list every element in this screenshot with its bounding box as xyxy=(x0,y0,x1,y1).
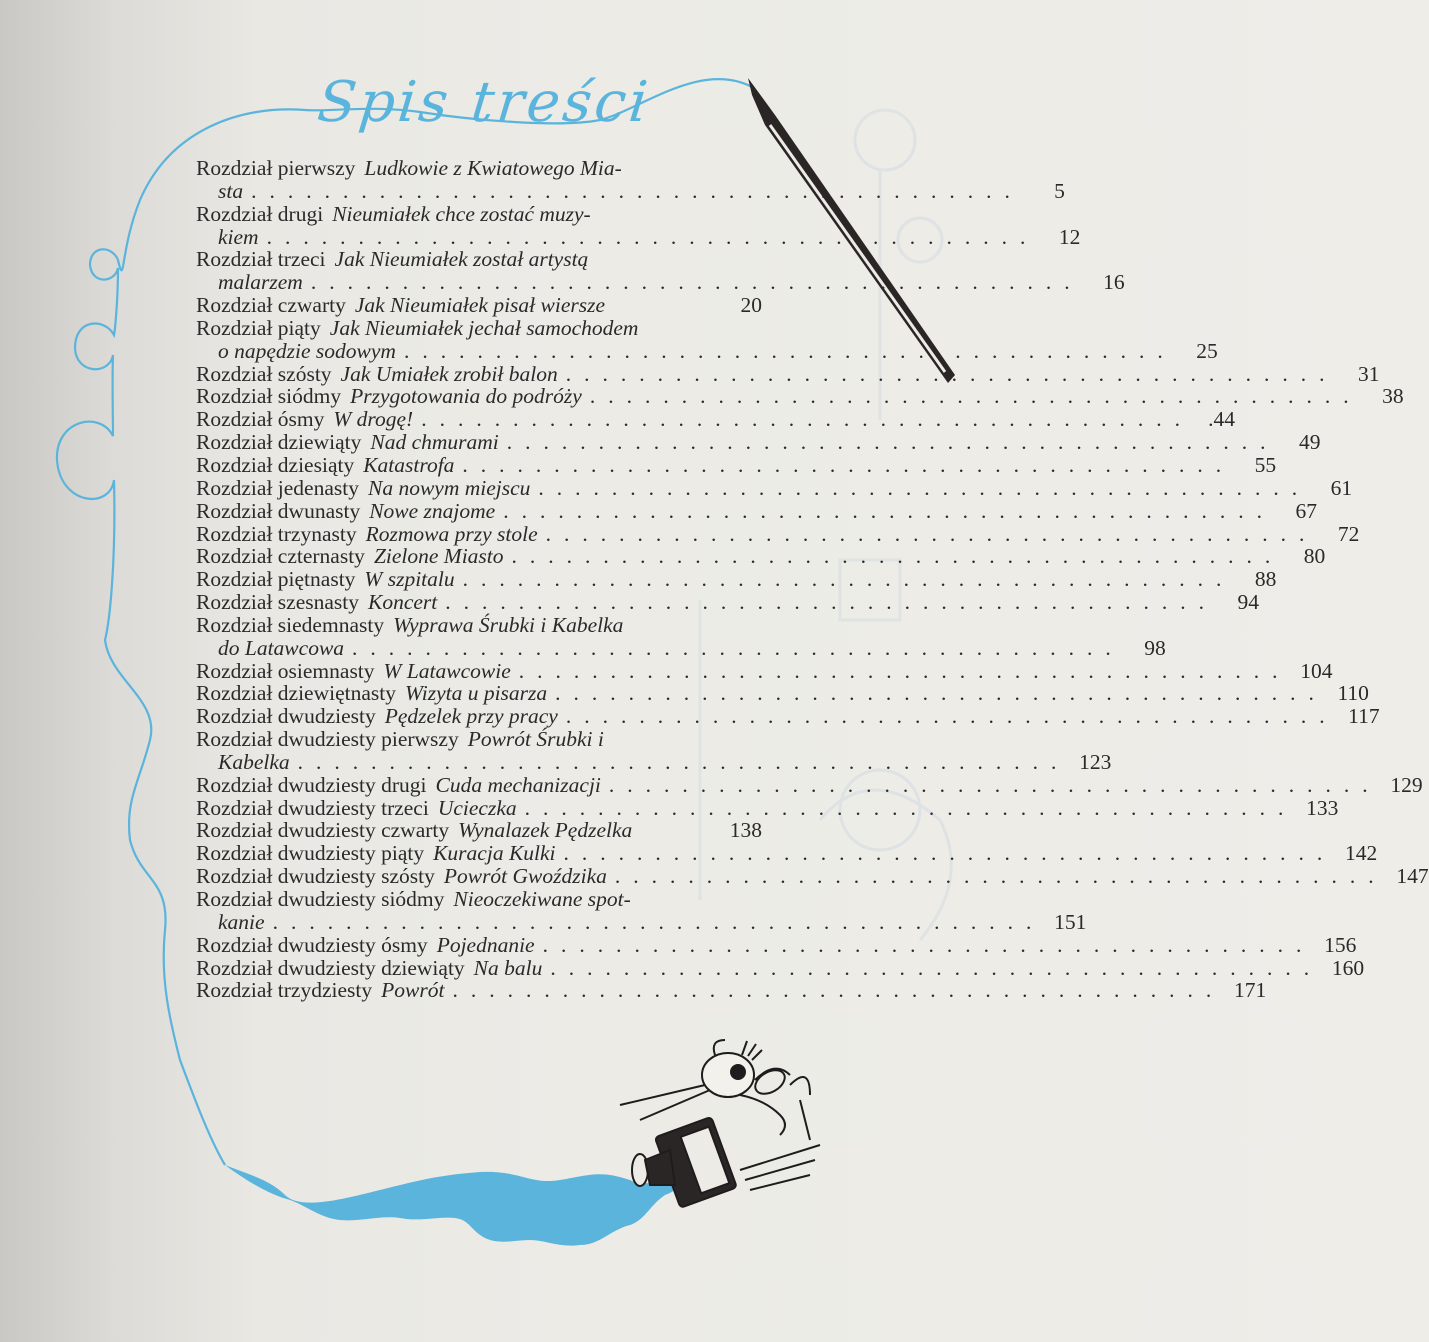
page-number: 25 xyxy=(1196,338,1218,363)
page-number: 147 xyxy=(1396,864,1429,889)
chapter-title: o napędzie sodowym xyxy=(218,338,396,363)
toc-entry-text xyxy=(196,934,1314,957)
dot-leader: .......................................... xyxy=(452,978,1225,1003)
chapter-title: Kabelka xyxy=(218,749,290,774)
toc-entry xyxy=(196,294,762,317)
toc-entry-continuation xyxy=(196,270,1125,295)
toc-entry-text xyxy=(196,340,1176,363)
chapter-label: Rozdział piętnasty xyxy=(196,567,356,592)
chapter-title: malarzem xyxy=(218,270,303,295)
chapter-label: Rozdział trzeci xyxy=(196,247,326,272)
dot-leader: .......................................... xyxy=(462,452,1235,477)
page-number: 160 xyxy=(1331,955,1365,980)
chapter-title: Ucieczka xyxy=(437,795,517,820)
dot-leader: .......................................... xyxy=(503,498,1275,523)
chapter-title: Na nowym miejscu xyxy=(367,475,531,500)
chapter-label: Rozdział siedemnasty xyxy=(196,612,385,637)
chapter-label: Rozdział trzydziesty xyxy=(196,978,373,1003)
chapter-title: Nad chmurami xyxy=(370,430,499,455)
chapter-label: Rozdział piąty xyxy=(196,315,321,340)
toc-entry xyxy=(196,521,1360,546)
toc-entry xyxy=(196,430,1321,455)
page-number: 20 xyxy=(740,293,762,318)
page-number: 12 xyxy=(1058,224,1081,249)
toc-entry-text xyxy=(196,568,1234,591)
dot-leader: .......................................... xyxy=(251,178,1023,203)
toc-entry-continuation xyxy=(196,909,1087,934)
chapter-title: Przygotowania do podróży xyxy=(350,384,582,409)
chapter-title: Nieumiałek chce zostać muzy- xyxy=(332,201,591,226)
toc-entry xyxy=(196,614,762,637)
toc-entry xyxy=(196,819,762,842)
toc-entry-continuation xyxy=(196,749,1112,774)
toc-entry-text xyxy=(196,774,1381,797)
chapter-label: Rozdział ósmy xyxy=(196,407,325,432)
dot-leader: .......................................... xyxy=(403,338,1176,363)
dot-leader: .......................................... xyxy=(421,407,1193,432)
dot-leader: .......................................... xyxy=(462,567,1235,592)
toc-entry-text xyxy=(196,477,1310,500)
page-number: 104 xyxy=(1300,658,1333,683)
chapter-label: Rozdział trzynasty xyxy=(196,521,357,546)
toc-entry-text xyxy=(196,842,1335,865)
toc-entry-text xyxy=(196,317,762,340)
toc-entry-text xyxy=(196,637,1124,660)
page-number: 151 xyxy=(1054,909,1087,934)
chapter-title: Jak Umiałek zrobił balon xyxy=(340,361,558,386)
dot-leader: .......................................... xyxy=(266,224,1039,249)
toc-entry xyxy=(196,704,1380,729)
chapter-title: Powrót Śrubki i xyxy=(467,727,604,752)
chapter-title: do Latawcowa xyxy=(218,635,345,660)
toc-entry-text xyxy=(196,248,762,271)
toc-entry-continuation xyxy=(196,224,1081,249)
dot-leader: .......................................... xyxy=(310,270,1083,295)
chapter-title: Wyprawa Śrubki i Kabelka xyxy=(393,612,624,637)
toc-entry-text xyxy=(196,454,1234,477)
toc-entry-text xyxy=(196,294,720,317)
toc-entry-text xyxy=(196,957,1322,980)
dot-leader: .......................................... xyxy=(563,841,1336,866)
chapter-label: Rozdział dwudziesty xyxy=(196,704,376,729)
toc-entry-continuation xyxy=(196,635,1166,660)
chapter-title: Pojednanie xyxy=(436,932,535,957)
page-number: 117 xyxy=(1348,704,1380,729)
chapter-title: Powrót Gwoździka xyxy=(443,864,607,889)
dot-leader: .......................................... xyxy=(565,361,1338,386)
page-number: 5 xyxy=(1054,178,1065,203)
chapter-label: Rozdział osiemnasty xyxy=(196,658,375,683)
page-number: 55 xyxy=(1254,452,1277,477)
dot-leader: .......................................... xyxy=(506,430,1279,455)
toc-entry xyxy=(196,978,1267,1003)
chapter-title: Wynalazek Pędzelka xyxy=(458,818,633,843)
page-number: 49 xyxy=(1299,430,1321,455)
toc-entry-text xyxy=(196,728,762,751)
chapter-title: Katastrofa xyxy=(363,452,455,477)
dot-leader: .......................................... xyxy=(550,955,1323,980)
toc-entry-continuation xyxy=(196,338,1218,363)
chapter-label: Rozdział dwudziesty czwarty xyxy=(196,818,450,843)
dot-leader: .......................................... xyxy=(297,749,1070,774)
chapter-label: Rozdział dwudziesty szósty xyxy=(196,864,435,889)
page-number: 16 xyxy=(1103,270,1125,295)
toc-entry-text xyxy=(196,682,1327,705)
toc-entry-text xyxy=(196,226,1038,249)
toc-entry-text xyxy=(196,431,1279,454)
page-number: 80 xyxy=(1303,544,1326,569)
dot-leader: .......................................... xyxy=(555,681,1327,706)
table-of-contents xyxy=(196,156,1429,1003)
dot-leader: .......................................... xyxy=(608,772,1381,797)
chapter-title: Nieoczekiwane spot- xyxy=(453,887,631,911)
dot-leader: .......................................... xyxy=(518,658,1291,683)
toc-entry-text xyxy=(196,591,1217,614)
toc-entry xyxy=(196,498,1317,523)
dot-leader: .......................................... xyxy=(524,795,1297,820)
chapter-label: Rozdział szesnasty xyxy=(196,590,359,615)
toc-entry-text xyxy=(196,523,1317,546)
toc-entry-continuation xyxy=(196,178,1065,203)
chapter-title: Ludkowie z Kwiatowego Mia- xyxy=(364,156,622,180)
page-number: 38 xyxy=(1382,384,1404,409)
chapter-title: Jak Nieumiałek został artystą xyxy=(334,247,589,272)
page-number: 156 xyxy=(1324,932,1357,957)
chapter-title: sta xyxy=(218,178,244,203)
toc-entry xyxy=(196,681,1369,706)
chapter-title: Koncert xyxy=(368,590,438,615)
toc-entry-text xyxy=(196,385,1362,408)
chapter-label: Rozdział czwarty xyxy=(196,293,346,318)
chapter-title: Jak Nieumiałek jechał samochodem xyxy=(329,315,639,340)
page-number: 133 xyxy=(1306,795,1339,820)
chapter-label: Rozdział jedenasty xyxy=(196,475,359,500)
toc-entry xyxy=(196,888,762,911)
toc-entry-text xyxy=(196,408,1193,431)
chapter-title: W drogę! xyxy=(333,407,414,432)
chapter-title: Rozmowa przy stole xyxy=(365,521,538,546)
chapter-label: Rozdział dwudziesty piąty xyxy=(196,841,425,866)
page-number: 110 xyxy=(1337,681,1369,706)
toc-entry-text xyxy=(196,363,1337,386)
toc-entry-text xyxy=(196,157,762,180)
toc-entry xyxy=(196,728,762,751)
chapter-title: Nowe znajome xyxy=(369,498,496,523)
toc-entry xyxy=(196,317,762,340)
toc-entry-text xyxy=(196,660,1291,683)
toc-entry-text xyxy=(196,819,720,842)
chapter-title: Cuda mechanizacji xyxy=(435,772,601,797)
toc-entry-text xyxy=(196,203,762,226)
chapter-title: kiem xyxy=(218,224,259,249)
toc-entry xyxy=(196,955,1365,980)
ink-puddle xyxy=(225,1165,684,1246)
chapter-label: Rozdział pierwszy xyxy=(196,156,356,180)
toc-entry-text xyxy=(196,888,762,911)
page-number: 61 xyxy=(1330,475,1353,500)
dot-leader: .......................................... xyxy=(445,590,1218,615)
toc-entry xyxy=(196,590,1260,615)
chapter-label: Rozdział dziewiętnasty xyxy=(196,681,396,706)
toc-entry xyxy=(196,475,1353,500)
page-number: 98 xyxy=(1144,635,1166,660)
toc-entry-text xyxy=(196,979,1224,1002)
page-title: Spis treści xyxy=(314,70,654,135)
toc-entry-text xyxy=(196,751,1069,774)
chapter-title: Powrót xyxy=(381,978,445,1003)
chapter-title: kanie xyxy=(218,909,265,934)
page-number: 94 xyxy=(1237,590,1260,615)
dot-leader: .......................................... xyxy=(272,909,1045,934)
toc-entry xyxy=(196,157,762,180)
chapter-title: Wizyta u pisarza xyxy=(405,681,548,706)
chapter-label: Rozdział dwudziesty pierwszy xyxy=(196,727,459,752)
chapter-title: Na balu xyxy=(473,955,543,980)
page-number: 138 xyxy=(729,818,762,843)
chapter-title: Jak Nieumiałek pisał wiersze xyxy=(354,293,606,318)
page-number: 142 xyxy=(1345,841,1378,866)
toc-entry-text xyxy=(196,180,1023,203)
toc-entry-text xyxy=(196,911,1044,934)
chapter-title: Pędzelek przy pracy xyxy=(384,704,558,729)
chapter-title: W Latawcowie xyxy=(383,658,511,683)
page-number: 31 xyxy=(1357,361,1380,386)
dot-leader: .......................................... xyxy=(542,932,1315,957)
dot-leader: .......................................... xyxy=(565,704,1338,729)
chapter-label: Rozdział szósty xyxy=(196,361,332,386)
toc-entry xyxy=(196,795,1339,820)
toc-entry xyxy=(196,772,1423,797)
toc-entry xyxy=(196,452,1277,477)
toc-entry-text xyxy=(196,271,1083,294)
page-number: 123 xyxy=(1079,749,1112,774)
toc-entry xyxy=(196,203,762,226)
page-number: .44 xyxy=(1208,407,1235,432)
toc-entry xyxy=(196,658,1333,683)
page-number: 67 xyxy=(1295,498,1317,523)
chapter-label: Rozdział dwudziesty siódmy xyxy=(196,887,445,911)
chapter-label: Rozdział dwunasty xyxy=(196,498,361,523)
toc-entry-text xyxy=(196,500,1275,523)
toc-entry xyxy=(196,544,1326,569)
dot-leader: .......................................... xyxy=(589,384,1362,409)
toc-entry-text xyxy=(196,545,1283,568)
chapter-title: W szpitalu xyxy=(364,567,455,592)
chapter-label: Rozdział dwudziesty dziewiąty xyxy=(196,955,465,980)
dot-leader: .......................................... xyxy=(538,475,1311,500)
toc-entry-text xyxy=(196,865,1387,888)
toc-entry xyxy=(196,864,1429,889)
dot-leader: .......................................... xyxy=(511,544,1284,569)
toc-entry xyxy=(196,841,1378,866)
toc-entry xyxy=(196,361,1380,386)
page-number: 88 xyxy=(1254,567,1277,592)
chapter-label: Rozdział dwudziesty drugi xyxy=(196,772,427,797)
dot-leader: .......................................... xyxy=(352,635,1124,660)
page-number: 171 xyxy=(1233,978,1267,1003)
toc-entry xyxy=(196,407,1235,432)
toc-entry xyxy=(196,932,1357,957)
chapter-title: Kuracja Kulki xyxy=(433,841,556,866)
toc-entry-text xyxy=(196,614,762,637)
toc-entry xyxy=(196,384,1404,409)
dot-leader: .......................................... xyxy=(614,864,1387,889)
chapter-title: Zielone Miasto xyxy=(373,544,504,569)
chapter-label: Rozdział dwudziesty ósmy xyxy=(196,932,428,957)
toc-entry xyxy=(196,248,762,271)
toc-entry-text xyxy=(196,797,1296,820)
page-number: 72 xyxy=(1337,521,1360,546)
toc-entry-text xyxy=(196,705,1338,728)
chapter-label: Rozdział dwudziesty trzeci xyxy=(196,795,429,820)
chapter-label: Rozdział drugi xyxy=(196,201,324,226)
toc-entry xyxy=(196,567,1277,592)
chapter-label: Rozdział dziewiąty xyxy=(196,430,362,455)
chapter-label: Rozdział czternasty xyxy=(196,544,365,569)
page-number: 129 xyxy=(1390,772,1423,797)
dot-leader: .......................................... xyxy=(545,521,1318,546)
chapter-label: Rozdział dziesiąty xyxy=(196,452,355,477)
chapter-label: Rozdział siódmy xyxy=(196,384,342,409)
